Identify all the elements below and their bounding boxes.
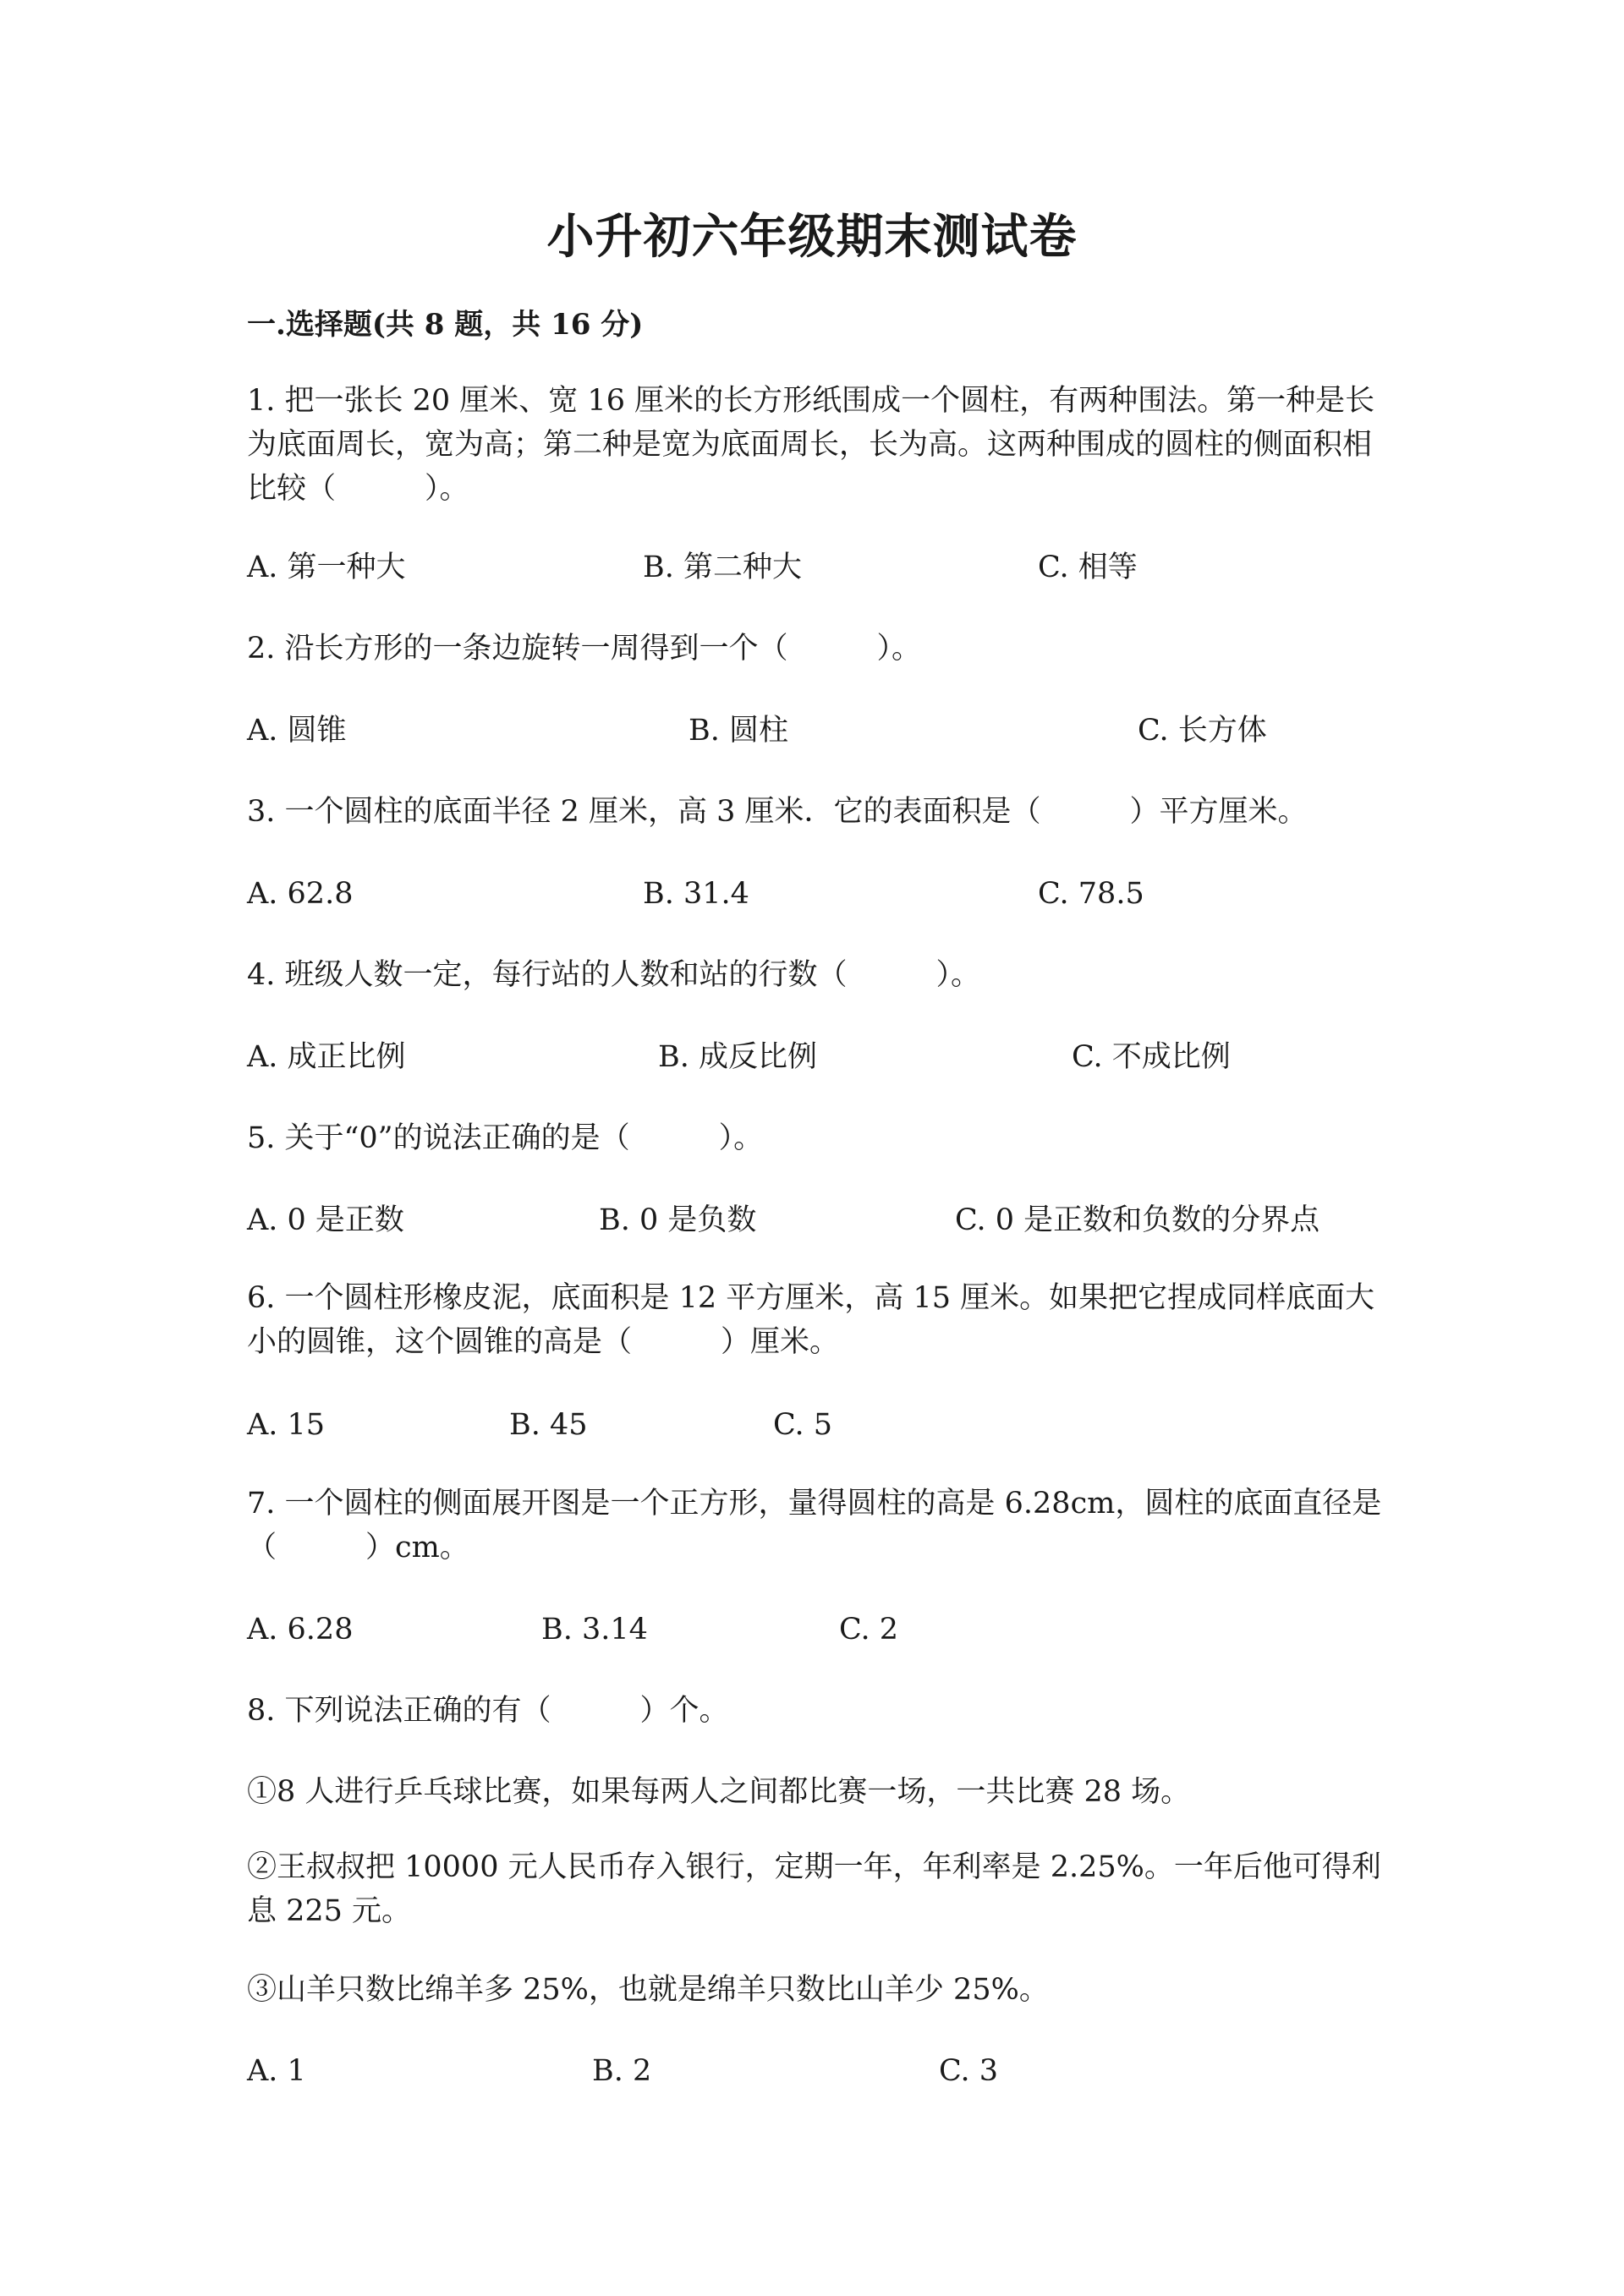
question-7-option-a[interactable]: A. 6.28	[247, 1613, 354, 1647]
question-1-options	[247, 545, 1431, 589]
question-2-option-b[interactable]: B. 圆柱	[689, 714, 788, 748]
question-8-text: 8. 下列说法正确的有（ ）个。	[247, 1694, 729, 1728]
question-8-statement-1: ①8 人进行乒乓球比赛，如果每两人之间都比赛一场，一共比赛 28 场。	[247, 1775, 1191, 1809]
page-title: 小升初六年级期末测试卷	[546, 209, 1078, 265]
question-7-options	[247, 1608, 1431, 1652]
question-2-text: 2. 沿长方形的一条边旋转一周得到一个（ ）。	[247, 632, 922, 666]
question-1-text: 1. 把一张长 20 厘米、宽 16 厘米的长方形纸围成一个圆柱，有两种围法。第一种是长为底面周长，宽为高；第二种是宽为底面周长，长为高。这两种围成的圆柱的侧面积相比较（ ）。	[247, 384, 1375, 506]
question-5-option-b[interactable]: B. 0 是负数	[599, 1203, 757, 1237]
question-3-option-a[interactable]: A. 62.8	[247, 877, 354, 911]
question-1-option-c[interactable]: C. 相等	[1038, 551, 1138, 584]
question-4-options	[247, 1035, 1431, 1079]
question-5-text: 5. 关于“0”的说法正确的是（ ）。	[247, 1121, 764, 1155]
question-7-option-c[interactable]: C. 2	[839, 1613, 899, 1647]
question-6-option-a[interactable]: A. 15	[247, 1408, 326, 1442]
question-4-text: 4. 班级人数一定，每行站的人数和站的行数（ ）。	[247, 958, 981, 992]
question-2-option-a[interactable]: A. 圆锥	[247, 714, 347, 748]
question-7-option-b[interactable]: B. 3.14	[541, 1613, 648, 1647]
question-8-options	[247, 2049, 1431, 2093]
question-1-option-b[interactable]: B. 第二种大	[643, 551, 802, 584]
question-5-option-c[interactable]: C. 0 是正数和负数的分界点	[955, 1203, 1320, 1237]
question-3-option-b[interactable]: B. 31.4	[643, 877, 749, 911]
question-1-option-a[interactable]: A. 第一种大	[247, 551, 406, 584]
question-3-options	[247, 872, 1431, 916]
question-7-text: 7. 一个圆柱的侧面展开图是一个正方形，量得圆柱的高是 6.28cm，圆柱的底面直径是（ ）cm。	[247, 1487, 1382, 1564]
question-4-option-c[interactable]: C. 不成比例	[1072, 1040, 1231, 1074]
question-8-statement-2: ②王叔叔把 10000 元人民币存入银行，定期一年，年利率是 2.25%。一年后他可得利息 225 元。	[247, 1850, 1381, 1928]
question-6-option-b[interactable]: B. 45	[509, 1408, 588, 1442]
question-5-options	[247, 1198, 1431, 1242]
question-8-option-c[interactable]: C. 3	[939, 2054, 999, 2088]
question-5-option-a[interactable]: A. 0 是正数	[247, 1203, 404, 1237]
question-4-option-a[interactable]: A. 成正比例	[247, 1040, 406, 1074]
question-3-text: 3. 一个圆柱的底面半径 2 厘米，高 3 厘米．它的表面积是（ ）平方厘米。	[247, 795, 1308, 829]
question-2-option-c[interactable]: C. 长方体	[1138, 714, 1267, 748]
question-6-text: 6. 一个圆柱形橡皮泥，底面积是 12 平方厘米，高 15 厘米。如果把它捏成同样底面大小的圆锥，这个圆锥的高是（ ）厘米。	[247, 1281, 1375, 1359]
question-8-statement-3: ③山羊只数比绵羊多 25%，也就是绵羊只数比山羊少 25%。	[247, 1973, 1049, 2007]
question-2-options	[247, 709, 1431, 753]
question-6-option-c[interactable]: C. 5	[773, 1408, 833, 1442]
question-6-options	[247, 1403, 1431, 1447]
section-header: 一.选择题(共 8 题，共 16 分)	[247, 308, 644, 342]
question-4-option-b[interactable]: B. 成反比例	[658, 1040, 817, 1074]
question-8-option-b[interactable]: B. 2	[592, 2054, 652, 2088]
question-8-option-a[interactable]: A. 1	[247, 2054, 306, 2088]
question-3-option-c[interactable]: C. 78.5	[1038, 877, 1144, 911]
